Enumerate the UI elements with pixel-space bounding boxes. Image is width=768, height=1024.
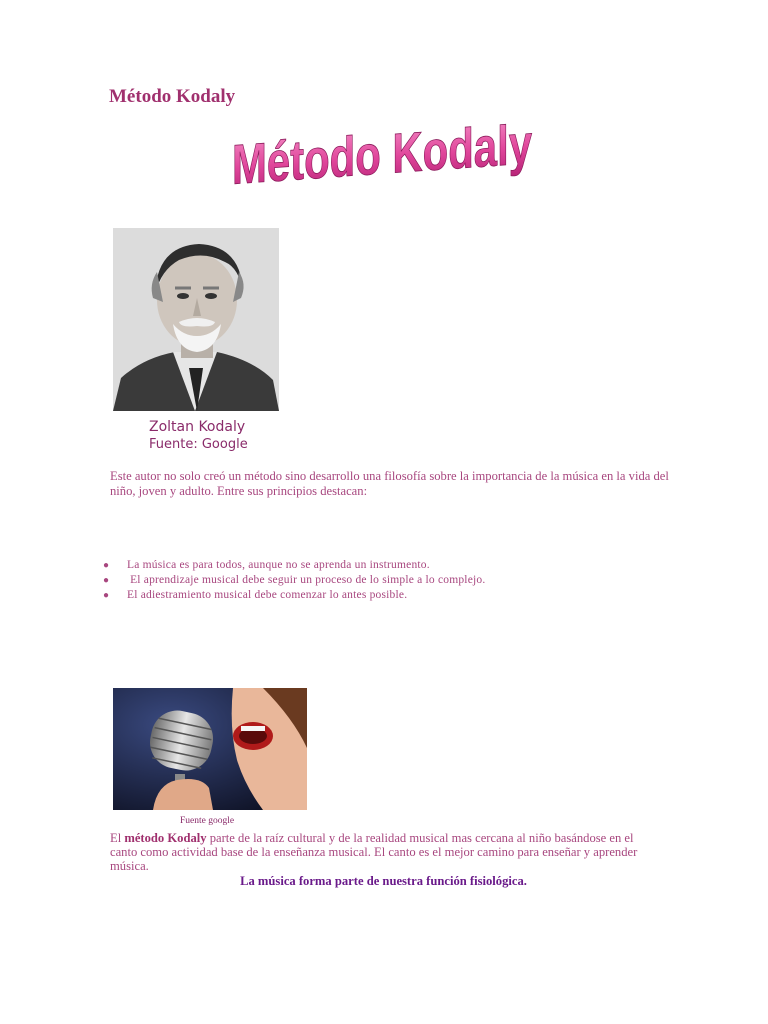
page-title: Método Kodaly [109, 86, 236, 107]
banner-text: Método Kodaly [232, 105, 634, 196]
portrait-source: Fuente: Google [149, 437, 248, 452]
method-name-bold: método Kodaly [124, 831, 207, 845]
singer-microphone-photo [113, 688, 307, 810]
closing-statement: La música forma parte de nuestra función fisiológica. [240, 874, 527, 888]
portrait-caption [149, 418, 248, 454]
portrait-name: Zoltan Kodaly [149, 419, 246, 435]
kodaly-portrait-photo [113, 228, 279, 411]
singer-photo-caption: Fuente google [180, 816, 235, 826]
method-paragraph: El método Kodaly parte de la raíz cultural y de la realidad musical mas cercana al niño basándose en el canto como actividad base de la enseñanza musical. El canto es el mejor camino para enseñar y aprender música. [110, 831, 638, 873]
intro-paragraph: Este autor no solo creó un método sino desarrollo una filosofía sobre la importancia de la música en la vida del niño, joven y adulto. Entre sus principios destacan: [110, 469, 669, 498]
bullet-icon: ● [103, 590, 110, 601]
list-item: ● El adiestramiento musical debe comenzar lo antes posible. [103, 589, 408, 601]
principles-list [103, 558, 703, 603]
list-item: ● El aprendizaje musical debe seguir un proceso de lo simple a lo complejo. [103, 574, 486, 586]
bullet-icon: ● [103, 560, 110, 571]
bullet-icon: ● [103, 575, 110, 586]
list-item: ● La música es para todos, aunque no se aprenda un instrumento. [103, 559, 430, 571]
banner-logo [226, 105, 634, 200]
